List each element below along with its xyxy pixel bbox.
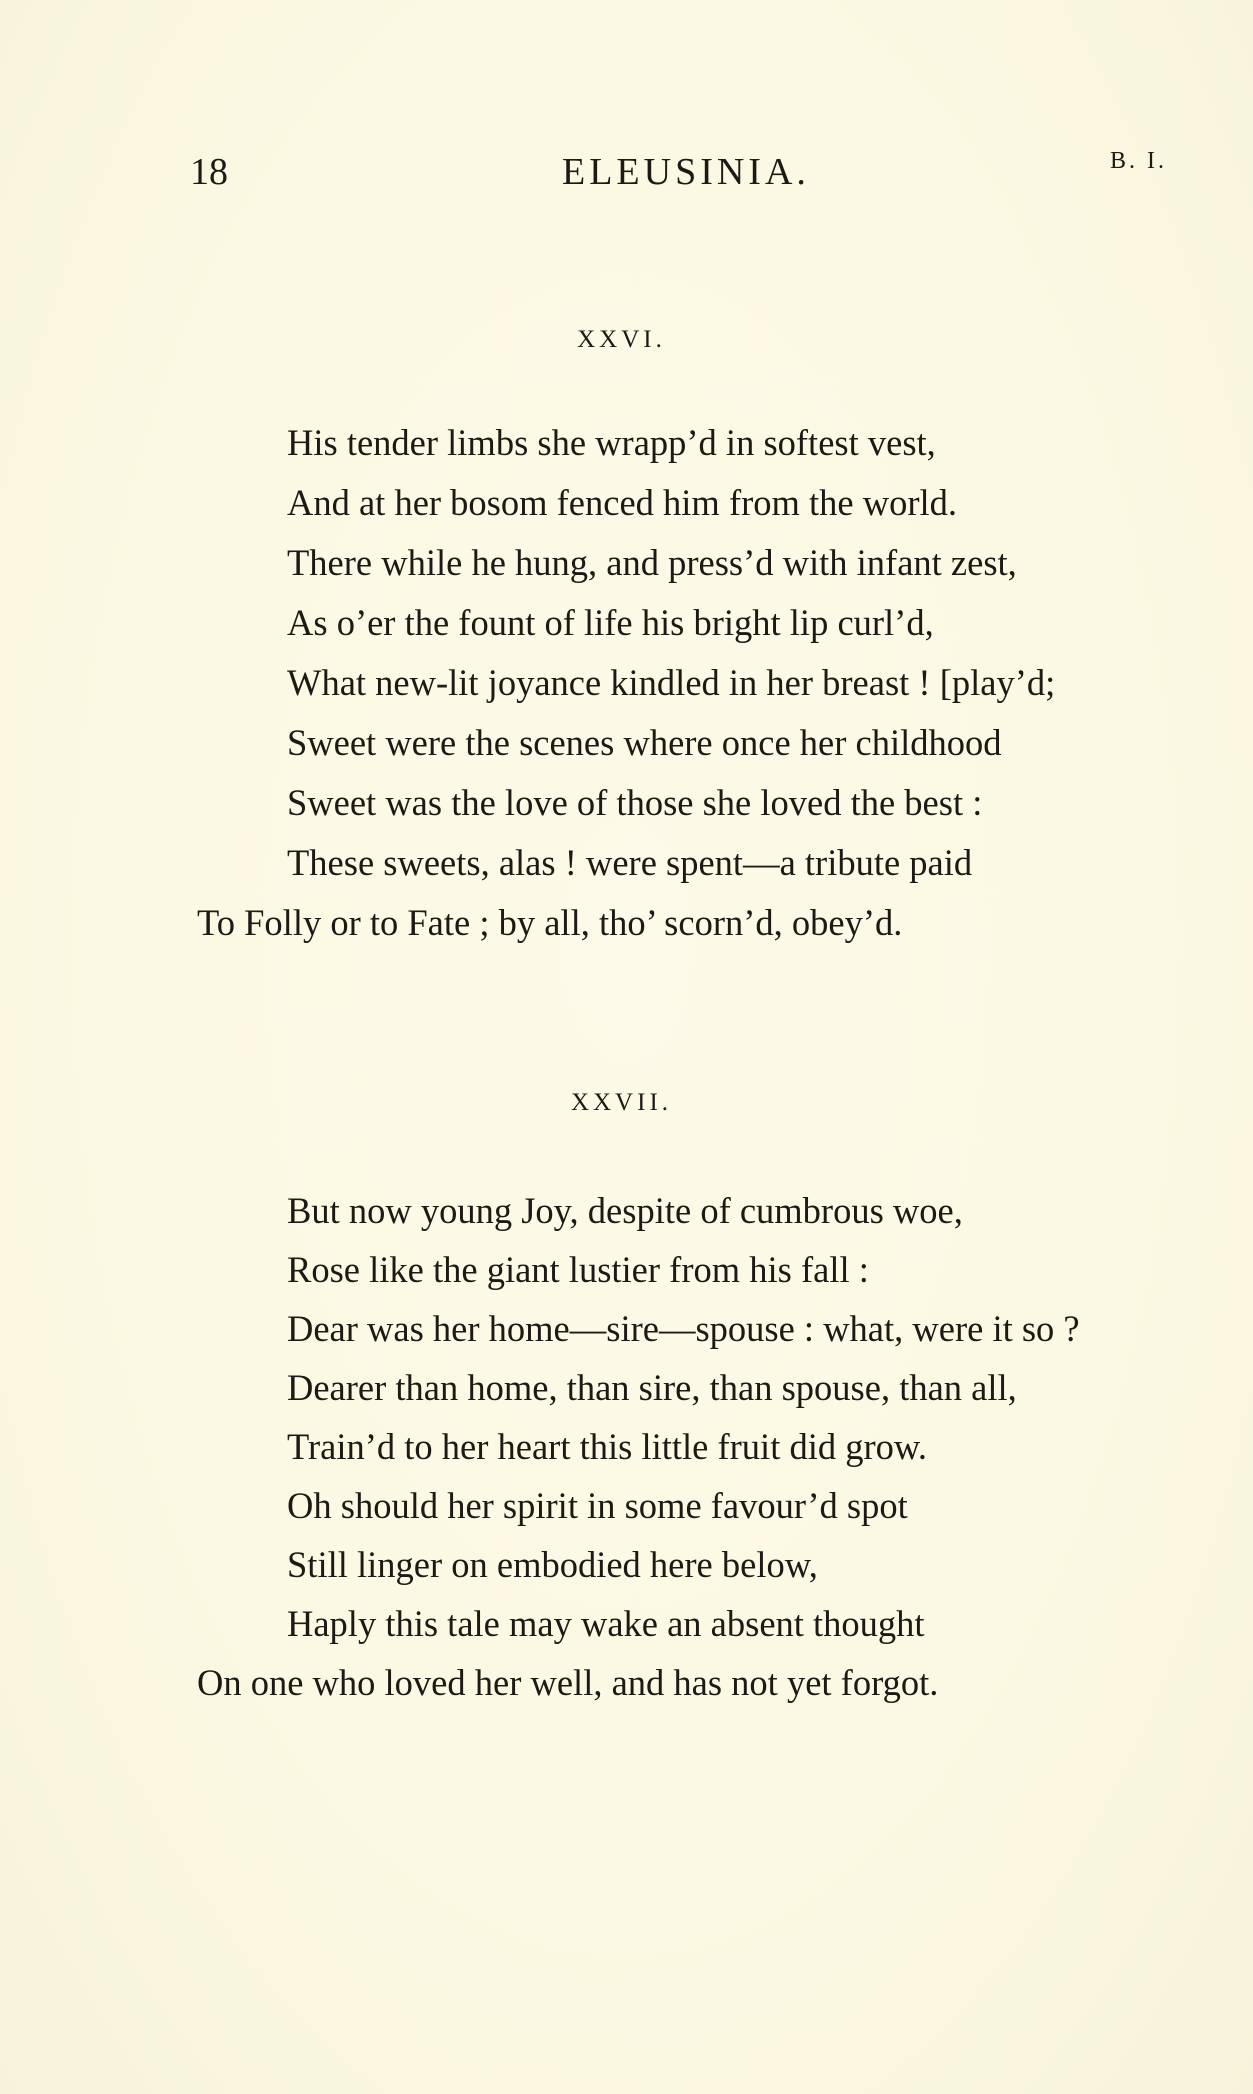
running-title: ELEUSINIA. xyxy=(562,151,810,193)
poem-line: To Folly or to Fate ; by all, tho’ scorn’d, obey’d. xyxy=(197,902,903,943)
poem-line: Haply this tale may wake an absent thought xyxy=(287,1603,925,1644)
poem-line: Still linger on embodied here below, xyxy=(287,1544,818,1585)
poem-line: But now young Joy, despite of cumbrous woe, xyxy=(287,1190,963,1231)
poem-line: His tender limbs she wrapp’d in softest vest, xyxy=(287,422,936,463)
poem-line: As o’er the fount of life his bright lip curl’d, xyxy=(287,602,934,643)
poem-line: Dear was her home—sire—spouse : what, were it so ? xyxy=(287,1308,1080,1349)
poem-line: Train’d to her heart this little fruit did grow. xyxy=(287,1426,927,1467)
poem-line: Sweet were the scenes where once her childhood xyxy=(287,722,1002,763)
poem-line: And at her bosom fenced him from the world. xyxy=(287,482,958,523)
running-head xyxy=(0,150,1253,210)
poem-line: On one who loved her well, and has not yet forgot. xyxy=(197,1662,939,1703)
poem-line: Dearer than home, than sire, than spouse, than all, xyxy=(287,1367,1017,1408)
poem-line: Rose like the giant lustier from his fall : xyxy=(287,1249,869,1290)
stanza-number: XXVI. xyxy=(577,326,666,353)
page-number: 18 xyxy=(190,151,228,193)
poem-line: Sweet was the love of those she loved the best : xyxy=(287,782,983,823)
poem-line: Oh should her spirit in some favour’d spot xyxy=(287,1485,908,1526)
poem-line: These sweets, alas ! were spent—a tribute paid xyxy=(287,842,973,883)
stanza-number: XXVII. xyxy=(570,1089,673,1116)
poem-line: What new-lit joyance kindled in her breast ! [play’d; xyxy=(287,662,1056,703)
poem-line: There while he hung, and press’d with infant zest, xyxy=(287,542,1017,583)
book-reference: B. I. xyxy=(1110,148,1167,174)
